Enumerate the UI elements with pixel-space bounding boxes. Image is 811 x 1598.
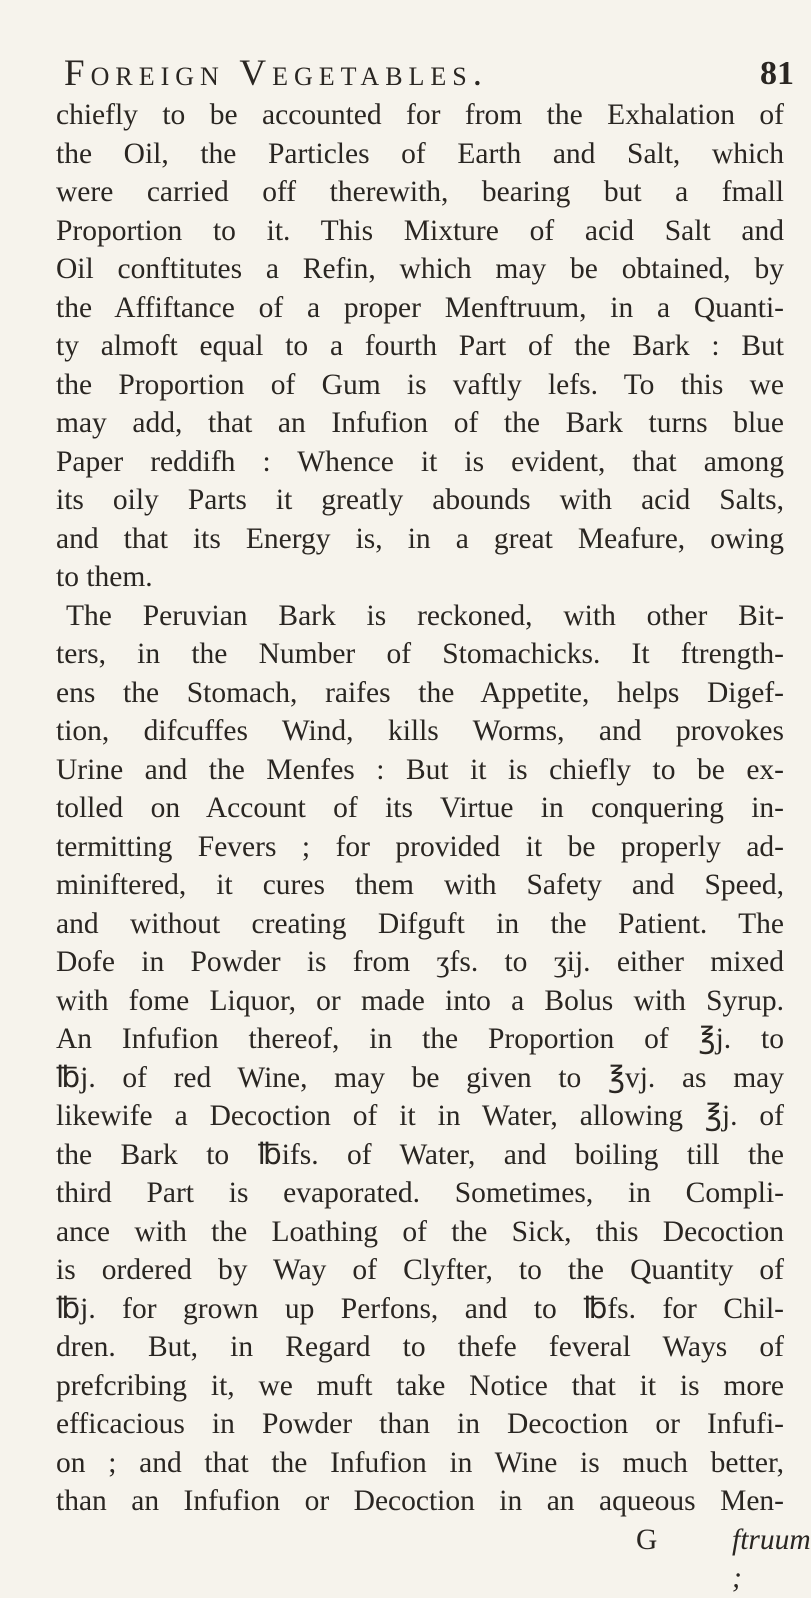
text-line: ance with the Loathing of the Sick, this Decoction <box>56 1215 784 1248</box>
text-line: tion, difcuffes Wind, kills Worms, and provokes <box>56 715 784 747</box>
text-line: than an Infufion or Decoction in an aqueous Men- <box>56 1485 784 1517</box>
text-line: ens the Stomach, raifes the Appetite, helps Digef- <box>56 676 784 709</box>
body-text <box>56 96 811 1594</box>
text-line: Dofe in Powder is from ʒfs. to ʒij. either mixed <box>56 946 784 978</box>
text-line: tolled on Account of its Virtue in conquering in- <box>56 792 784 824</box>
catchword: ftruum ; <box>732 1523 811 1594</box>
text-line: Oil conftitutes a Refin, which may be obtained, by <box>56 253 784 285</box>
text-line: Paper reddifh : Whence it is evident, that among <box>56 445 784 478</box>
text-line: ters, in the Number of Stomachicks. It ftrength- <box>56 638 784 670</box>
text-line: dren. But, in Regard to thefe feveral Ways of <box>56 1331 784 1363</box>
text-line: ℔j. for grown up Perfons, and to ℔fs. for Chil- <box>56 1292 784 1325</box>
text-line: the Oil, the Particles of Earth and Salt, which <box>56 137 784 170</box>
text-line: chiefly to be accounted for from the Exhalation of <box>56 99 784 131</box>
text-line: and that its Energy is, in a great Meafure, owing <box>56 522 784 555</box>
text-line: The Peruvian Bark is reckoned, with other Bit- <box>66 599 784 632</box>
text-line: ℔j. of red Wine, may be given to ℥vj. as may <box>56 1061 784 1094</box>
text-line: the Proportion of Gum is vaftly lefs. To this we <box>56 368 784 401</box>
text-line: the Affiftance of a proper Menftruum, in a Quanti- <box>56 291 784 324</box>
text-line: on ; and that the Infufion in Wine is much better, <box>56 1446 784 1479</box>
text-line: and without creating Difguft in the Patient. The <box>56 907 784 940</box>
text-line: efficacious in Powder than in Decoction or Infufi- <box>56 1408 784 1440</box>
text-line: the Bark to ℔ifs. of Water, and boiling till the <box>56 1138 784 1171</box>
text-line: is ordered by Way of Clyfter, to the Quantity of <box>56 1254 784 1286</box>
page-number: 81 <box>760 55 794 92</box>
signature-mark: G <box>636 1523 658 1556</box>
signature-line <box>56 1521 811 1594</box>
text-line: ty almoft equal to a fourth Part of the Bark : But <box>56 330 784 362</box>
text-line: Urine and the Menfes : But it is chiefly to be ex- <box>56 753 784 786</box>
running-head: Foreign Vegetables. <box>64 53 489 94</box>
text-line: may add, that an Infufion of the Bark turns blue <box>56 407 784 439</box>
text-line: were carried off therewith, bearing but a fmall <box>56 176 784 208</box>
text-line: termitting Fevers ; for provided it be properly ad- <box>56 830 784 863</box>
text-line: its oily Parts it greatly abounds with acid Salts, <box>56 484 784 516</box>
text-line: third Part is evaporated. Sometimes, in Compli- <box>56 1177 784 1209</box>
text-line: miniftered, it cures them with Safety and Speed, <box>56 869 784 901</box>
text-line: likewife a Decoction of it in Water, allowing ℥j. of <box>56 1100 784 1132</box>
page-header <box>64 52 794 102</box>
text-line: with fome Liquor, or made into a Bolus with Syrup. <box>56 984 784 1017</box>
text-line: to them. <box>56 561 153 593</box>
text-line: prefcribing it, we muft take Notice that it is more <box>56 1369 784 1402</box>
text-line: An Infufion thereof, in the Proportion of ℥j. to <box>56 1023 784 1055</box>
text-line: Proportion to it. This Mixture of acid Salt and <box>56 214 784 247</box>
